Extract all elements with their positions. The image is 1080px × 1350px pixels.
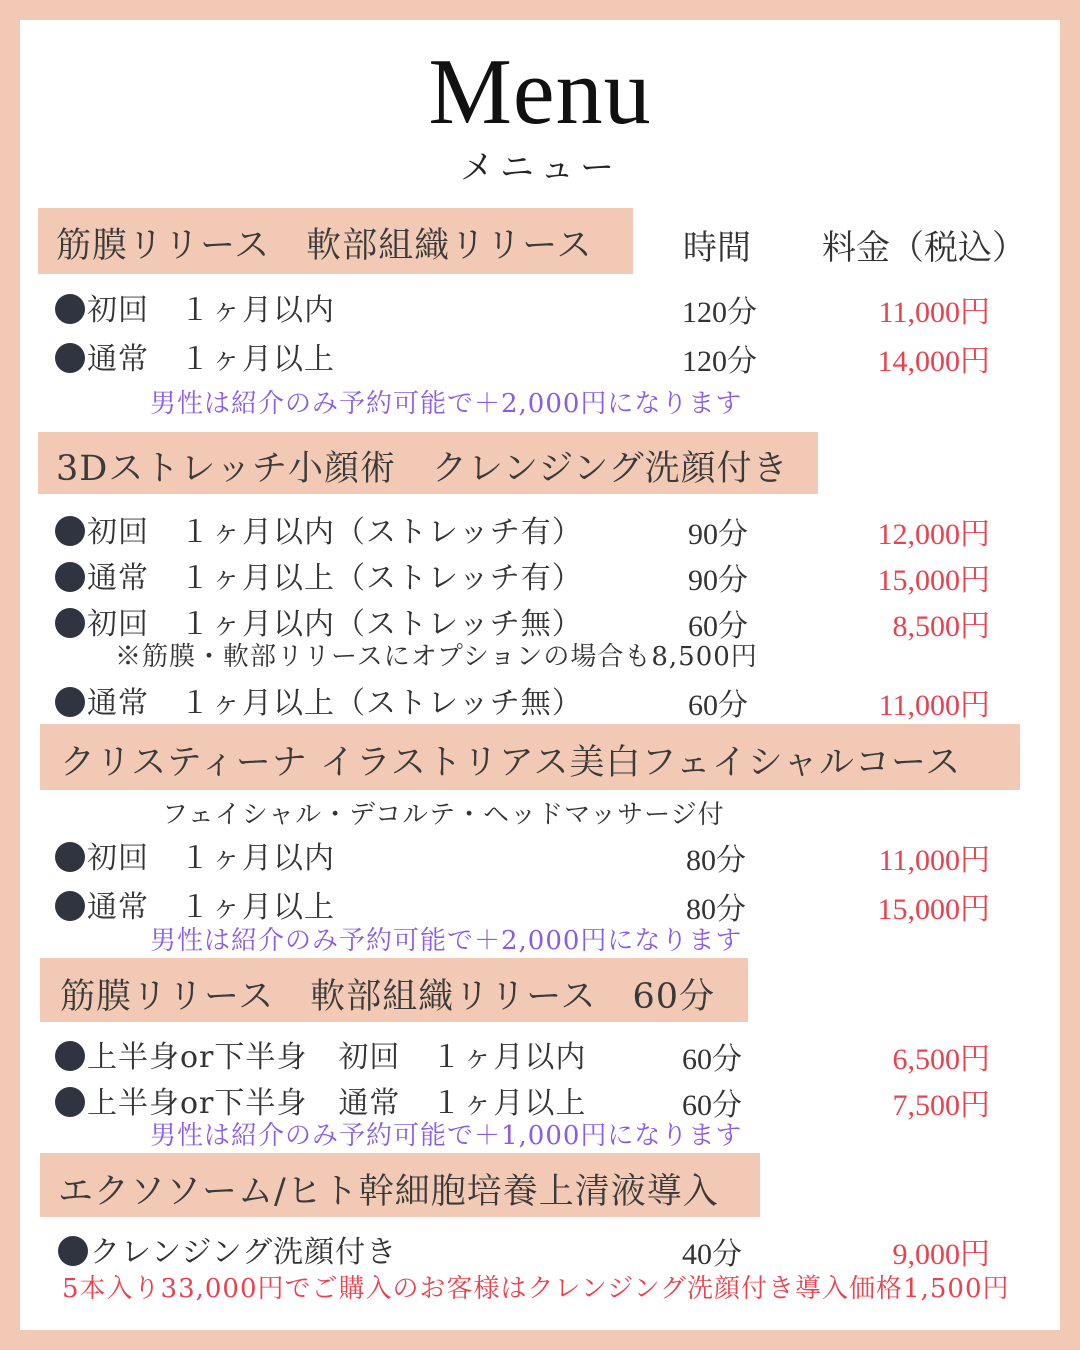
- section-2-title: 3Dストレッチ小顔術 クレンジング洗顔付き: [56, 449, 789, 489]
- section-1-title: 筋膜リリース 軟部組織リリース: [56, 226, 593, 266]
- section-note: 男性は紹介のみ予約可能で＋2,000円になります: [150, 389, 743, 419]
- bullet-icon: [58, 1236, 88, 1266]
- menu-row: 通常 １ヶ月以上: [55, 882, 335, 926]
- bullet-icon: [55, 294, 85, 324]
- section-3-header: [40, 724, 1020, 790]
- row-time: 60分: [688, 689, 748, 722]
- bullet-icon: [55, 608, 85, 638]
- bullet-icon: [55, 343, 85, 373]
- row-time: 80分: [686, 844, 746, 877]
- menu-row: 初回 １ヶ月以内: [55, 285, 335, 329]
- section-note: 男性は紹介のみ予約可能で＋1,000円になります: [150, 1121, 743, 1151]
- row-time: 120分: [682, 345, 757, 378]
- row-time: 90分: [688, 518, 748, 551]
- row-price: 9,000円: [892, 1238, 990, 1271]
- row-price: 11,000円: [878, 296, 990, 329]
- bullet-icon: [55, 842, 85, 872]
- row-time: 60分: [682, 1089, 742, 1122]
- menu-row: 通常 １ヶ月以上（ストレッチ無）: [55, 678, 583, 722]
- menu-row: 通常 １ヶ月以上（ストレッチ有）: [55, 553, 583, 597]
- section-note: 5本入り33,000円でご購入のお客様はクレンジング洗顔付き導入価格1,500円: [62, 1274, 1010, 1304]
- bullet-icon: [55, 687, 85, 717]
- menu-row: 通常 １ヶ月以上: [55, 334, 335, 378]
- section-4-title: 筋膜リリース 軟部組織リリース 60分: [60, 977, 716, 1017]
- section-4-header: [40, 958, 748, 1022]
- column-price-header: 料金（税込）: [822, 228, 1026, 268]
- section-2-header: [38, 432, 818, 494]
- column-time-header: 時間: [683, 228, 751, 268]
- section-5-title: エクソソーム/ヒト幹細胞培養上清液導入: [58, 1172, 719, 1212]
- row-time: 40分: [682, 1238, 742, 1271]
- bullet-icon: [55, 891, 85, 921]
- row-time: 60分: [682, 1043, 742, 1076]
- row-time: 120分: [682, 296, 757, 329]
- bullet-icon: [55, 1041, 85, 1071]
- row-price: 6,500円: [892, 1043, 990, 1076]
- menu-row: クレンジング洗顔付き: [58, 1227, 397, 1271]
- section-note: ※筋膜・軟部リリースにオプションの場合も8,500円: [115, 642, 758, 672]
- page-title: Menu: [428, 40, 652, 144]
- row-price: 14,000円: [877, 345, 990, 378]
- row-time: 60分: [688, 610, 748, 643]
- row-time: 90分: [688, 564, 748, 597]
- row-price: 12,000円: [877, 518, 990, 551]
- page-subtitle: メニュー: [460, 148, 620, 188]
- section-note: 男性は紹介のみ予約可能で＋2,000円になります: [150, 926, 743, 956]
- row-price: 15,000円: [877, 564, 990, 597]
- menu-row: 初回 １ヶ月以内: [55, 833, 335, 877]
- menu-row: 上半身or下半身 初回 １ヶ月以内: [55, 1032, 586, 1076]
- row-price: 8,500円: [892, 610, 990, 643]
- menu-row: 初回 １ヶ月以内（ストレッチ有）: [55, 507, 583, 551]
- section-1-header: [38, 208, 633, 274]
- row-price: 7,500円: [892, 1089, 990, 1122]
- menu-row: 上半身or下半身 通常 １ヶ月以上: [55, 1078, 586, 1122]
- bullet-icon: [55, 1087, 85, 1117]
- section-3-title: クリスティーナ イラストリアス美白フェイシャルコース: [60, 743, 962, 783]
- bullet-icon: [55, 562, 85, 592]
- section-5-header: [40, 1153, 760, 1217]
- section-subheading: フェイシャル・デコルテ・ヘッドマッサージ付: [162, 800, 725, 830]
- row-price: 15,000円: [877, 893, 990, 926]
- menu-row: 初回 １ヶ月以内（ストレッチ無）: [55, 599, 583, 643]
- row-price: 11,000円: [878, 689, 990, 722]
- bullet-icon: [55, 516, 85, 546]
- row-price: 11,000円: [878, 844, 990, 877]
- row-time: 80分: [686, 893, 746, 926]
